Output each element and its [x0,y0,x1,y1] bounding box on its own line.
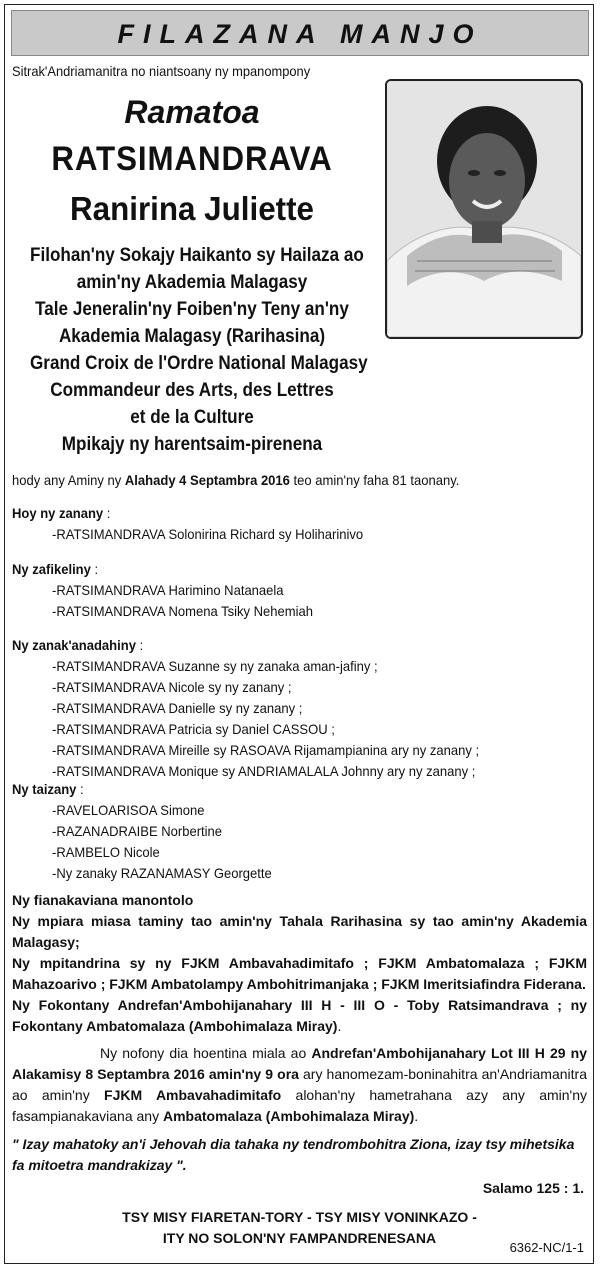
list-item: -RATSIMANDRAVA Mireille sy RASOAVA Rijamampianina ary ny zanany ; [52,742,480,758]
zafikeliny-heading: Ny zafikeliny : [12,561,99,577]
death-line: hody any Aminy ny Alahady 4 Septambra 2016 teo amin'ny faha 81 taonany. [12,472,460,488]
list-item: -RATSIMANDRAVA Nomena Tsiky Nehemiah [52,603,313,619]
family-colleagues: Ny mpiara miasa taminy tao amin'ny Tahala Rarihasina sy tao amin'ny Akademia Malagasy; [12,913,587,950]
scripture-quote: " Izay mahatoky an'i Jehovah dia tahaka ny tendrombohitra Ziona, izay tsy mihetsika fa mitoetra mandrakizay ". [12,1136,575,1173]
death-date: Alahady 4 Septambra 2016 [124,472,290,488]
taizany-heading: Ny taizany : [12,781,84,797]
hoy-heading: Hoy ny zanany : [12,505,111,521]
title-line: Mpikajy ny harentsaim-pirenena [61,434,323,455]
title-line: Filohan'ny Sokajy Haikanto sy Hailaza ao [30,245,364,266]
name-first: Ramatoa [124,94,260,130]
reference-code: 6362-NC/1-1 [509,1240,584,1255]
name-last: RATSIMANDRAVA [51,140,333,178]
portrait-illustration [387,81,581,337]
family-manontolo: Ny fianakaviana manontolo [12,892,194,908]
zanak-heading: Ny zanak'anadahiny : [12,637,144,653]
scripture-reference: Salamo 125 : 1. [482,1180,584,1196]
footer-line-2: ITY NO SOLON'NY FAMPANDRENESANA [162,1230,437,1246]
funeral-paragraph: Ny nofony dia hoentina miala ao Andrefan'Ambohijanahary Lot III H 29 ny Alakamisy 8 Septambra 2016 amin'ny 9 ora ary hanomezam-boninahitra an'Andriamanitra ao amin'ny FJKM Ambavahadimitafo alohan'ny hametrahana azy any amin'ny fasampianakaviana any Ambatomalaza (Ambohimalaza Miray). [12,1045,587,1124]
list-item: -RAMBELO Nicole [52,844,160,860]
family-churches: Ny mpitandrina sy ny FJKM Ambavahadimitafo ; FJKM Ambatomalaza ; FJKM Mahazoarivo ; FJKM Ambatolampy Ambohitrimanjaka ; FJKM Imeritsiafindra Fiderana. [12,955,587,992]
list-item: -RATSIMANDRAVA Patricia sy Daniel CASSOU ; [52,721,335,737]
list-item: -RAVELOARISOA Simone [52,802,205,818]
list-item: -Ny zanaky RAZANAMASY Georgette [52,865,272,881]
portrait-photo [385,79,583,339]
title-line: Commandeur des Arts, des Lettres [50,380,334,401]
list-item: -RATSIMANDRAVA Monique sy ANDRIAMALALA Johnny ary ny zanany ; [52,763,476,779]
title-line: amin'ny Akademia Malagasy [76,272,308,293]
title-line: Akademia Malagasy (Rarihasina) [58,326,326,347]
family-fokontany: Ny Fokontany Andrefan'Ambohijanahary III H - III O - Toby Ratsimandrava ; ny Fokontany Ambatomalaza (Ambohimalaza Miray). [12,997,587,1034]
list-item: -RAZANADRAIBE Norbertine [52,823,223,839]
list-item: -RATSIMANDRAVA Solonirina Richard sy Holiharinivo [52,526,364,542]
list-item: -RATSIMANDRAVA Danielle sy ny zanany ; [52,700,303,716]
title-line: Grand Croix de l'Ordre National Malagasy [30,353,368,374]
name-given: Ranirina Juliette [70,190,314,227]
list-item: -RATSIMANDRAVA Suzanne sy ny zanaka aman-jafiny ; [52,658,378,674]
intro-text: Sitrak'Andriamanitra no niantsoany ny mpanompony [12,63,311,79]
list-item: -RATSIMANDRAVA Nicole sy ny zanany ; [52,679,292,695]
list-item: -RATSIMANDRAVA Harimino Natanaela [52,582,284,598]
title-line: et de la Culture [130,407,254,428]
title-line: Tale Jeneralin'ny Foiben'ny Teny an'ny [35,299,349,320]
footer-line-1: TSY MISY FIARETAN-TORY - TSY MISY VONINKAZO - [122,1209,477,1225]
honorific-titles [30,242,368,458]
banner-title: FILAZANA MANJO [11,10,589,56]
